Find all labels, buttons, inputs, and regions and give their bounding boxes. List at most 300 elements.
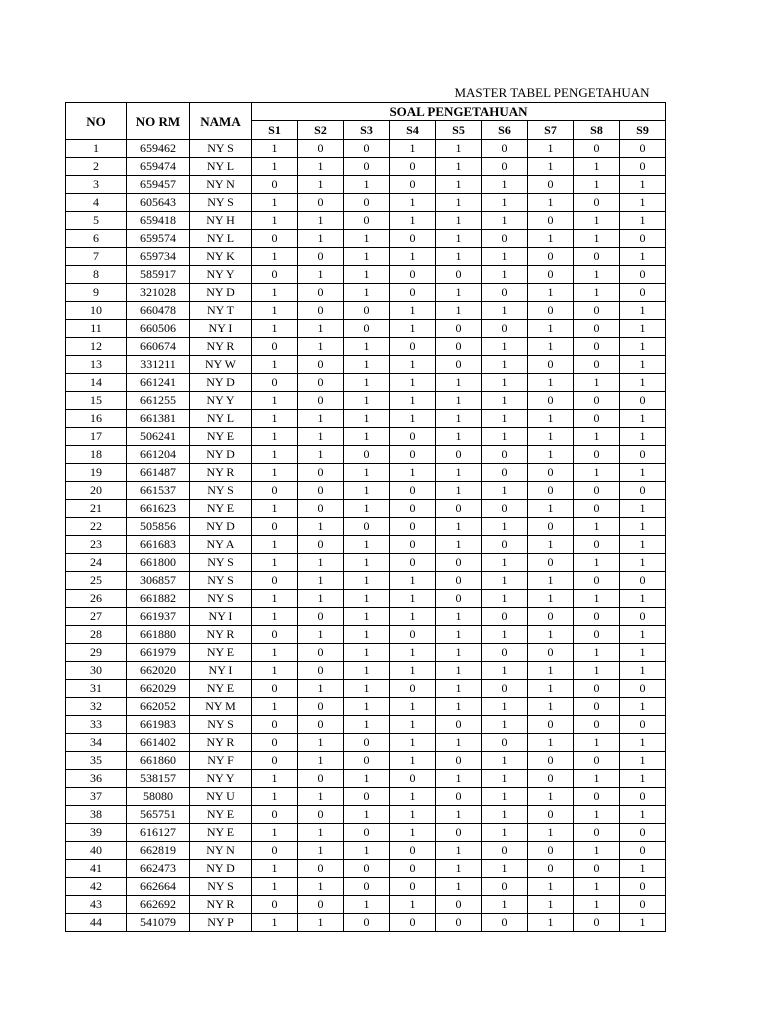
cell-score: 1 (390, 698, 436, 716)
table-row (66, 374, 666, 392)
cell-score: 0 (528, 248, 574, 266)
cell-no: 2 (66, 158, 127, 176)
cell-no-rm: 585917 (127, 266, 190, 284)
cell-score: 0 (436, 896, 482, 914)
cell-score: 1 (620, 194, 666, 212)
table-row (66, 518, 666, 536)
cell-score: 1 (298, 554, 344, 572)
cell-nama: NY S (190, 590, 252, 608)
cell-no-rm: 662664 (127, 878, 190, 896)
cell-score: 1 (252, 212, 298, 230)
cell-no-rm: 659574 (127, 230, 190, 248)
cell-score: 1 (436, 428, 482, 446)
cell-score: 0 (252, 374, 298, 392)
cell-nama: NY T (190, 302, 252, 320)
cell-score: 0 (436, 500, 482, 518)
cell-score: 0 (436, 446, 482, 464)
cell-score: 0 (620, 266, 666, 284)
cell-score: 1 (436, 140, 482, 158)
cell-score: 1 (528, 878, 574, 896)
cell-no-rm: 58080 (127, 788, 190, 806)
table-row (66, 608, 666, 626)
cell-no: 4 (66, 194, 127, 212)
cell-score: 1 (390, 806, 436, 824)
cell-score: 1 (574, 878, 620, 896)
cell-score: 1 (344, 410, 390, 428)
cell-score: 1 (528, 320, 574, 338)
cell-score: 0 (482, 284, 528, 302)
cell-score: 1 (344, 392, 390, 410)
cell-no-rm: 661979 (127, 644, 190, 662)
cell-score: 1 (390, 212, 436, 230)
cell-score: 0 (436, 752, 482, 770)
cell-no: 8 (66, 266, 127, 284)
cell-score: 1 (252, 446, 298, 464)
cell-score: 1 (574, 212, 620, 230)
cell-score: 0 (574, 824, 620, 842)
cell-score: 0 (528, 392, 574, 410)
table-row (66, 860, 666, 878)
cell-score: 1 (528, 140, 574, 158)
cell-score: 1 (528, 626, 574, 644)
header-question: S3 (344, 121, 390, 140)
cell-score: 1 (252, 356, 298, 374)
cell-score: 1 (344, 554, 390, 572)
cell-score: 0 (252, 734, 298, 752)
cell-score: 0 (390, 860, 436, 878)
cell-no: 34 (66, 734, 127, 752)
cell-score: 1 (620, 428, 666, 446)
cell-nama: NY L (190, 158, 252, 176)
cell-score: 1 (436, 158, 482, 176)
header-question: S2 (298, 121, 344, 140)
cell-no: 35 (66, 752, 127, 770)
cell-nama: NY P (190, 914, 252, 932)
cell-score: 0 (344, 518, 390, 536)
cell-score: 0 (620, 572, 666, 590)
cell-score: 1 (482, 410, 528, 428)
cell-score: 1 (390, 356, 436, 374)
cell-score: 0 (482, 158, 528, 176)
cell-score: 1 (436, 806, 482, 824)
cell-score: 1 (620, 662, 666, 680)
cell-nama: NY S (190, 716, 252, 734)
cell-score: 0 (574, 302, 620, 320)
cell-nama: NY I (190, 320, 252, 338)
cell-score: 1 (344, 806, 390, 824)
cell-no-rm: 661683 (127, 536, 190, 554)
table-row (66, 770, 666, 788)
cell-score: 1 (436, 662, 482, 680)
cell-score: 0 (574, 140, 620, 158)
cell-score: 0 (298, 500, 344, 518)
cell-score: 1 (620, 554, 666, 572)
cell-score: 1 (436, 644, 482, 662)
cell-score: 1 (390, 734, 436, 752)
cell-score: 0 (574, 698, 620, 716)
cell-nama: NY D (190, 284, 252, 302)
cell-no-rm: 541079 (127, 914, 190, 932)
cell-score: 1 (436, 230, 482, 248)
cell-nama: NY L (190, 230, 252, 248)
cell-nama: NY W (190, 356, 252, 374)
cell-score: 1 (344, 356, 390, 374)
cell-score: 0 (528, 770, 574, 788)
cell-score: 0 (298, 896, 344, 914)
table-title: MASTER TABEL PENGETAHUAN (454, 85, 650, 100)
cell-no-rm: 538157 (127, 770, 190, 788)
cell-score: 0 (482, 230, 528, 248)
cell-score: 1 (298, 734, 344, 752)
cell-score: 1 (436, 878, 482, 896)
cell-score: 1 (298, 788, 344, 806)
cell-nama: NY R (190, 896, 252, 914)
table-row (66, 392, 666, 410)
cell-score: 1 (482, 266, 528, 284)
cell-score: 1 (252, 770, 298, 788)
cell-score: 1 (436, 302, 482, 320)
cell-score: 1 (298, 518, 344, 536)
cell-score: 0 (344, 302, 390, 320)
cell-score: 1 (436, 842, 482, 860)
cell-score: 0 (390, 158, 436, 176)
cell-score: 1 (436, 680, 482, 698)
cell-no: 38 (66, 806, 127, 824)
cell-score: 1 (620, 770, 666, 788)
table-row (66, 194, 666, 212)
cell-score: 0 (482, 464, 528, 482)
cell-score: 1 (482, 212, 528, 230)
cell-score: 0 (436, 356, 482, 374)
cell-score: 0 (620, 482, 666, 500)
cell-score: 1 (390, 896, 436, 914)
cell-score: 0 (390, 554, 436, 572)
cell-score: 0 (390, 482, 436, 500)
cell-score: 1 (344, 662, 390, 680)
cell-nama: NY D (190, 860, 252, 878)
cell-score: 0 (528, 482, 574, 500)
cell-score: 1 (528, 572, 574, 590)
table-row (66, 662, 666, 680)
cell-score: 0 (482, 734, 528, 752)
header-question: S9 (620, 121, 666, 140)
cell-score: 0 (390, 518, 436, 536)
cell-score: 0 (344, 914, 390, 932)
cell-score: 0 (344, 752, 390, 770)
cell-score: 1 (482, 896, 528, 914)
cell-score: 0 (620, 392, 666, 410)
cell-score: 0 (252, 842, 298, 860)
cell-no-rm: 662692 (127, 896, 190, 914)
cell-no: 32 (66, 698, 127, 716)
cell-score: 1 (298, 176, 344, 194)
cell-score: 0 (482, 644, 528, 662)
cell-score: 1 (298, 158, 344, 176)
cell-score: 1 (528, 788, 574, 806)
cell-score: 0 (298, 284, 344, 302)
cell-no-rm: 661623 (127, 500, 190, 518)
cell-score: 1 (390, 590, 436, 608)
cell-score: 0 (574, 788, 620, 806)
cell-score: 1 (482, 374, 528, 392)
cell-score: 1 (528, 824, 574, 842)
table-row (66, 914, 666, 932)
cell-score: 0 (620, 140, 666, 158)
cell-score: 1 (528, 338, 574, 356)
cell-nama: NY M (190, 698, 252, 716)
cell-score: 1 (390, 140, 436, 158)
cell-score: 0 (252, 482, 298, 500)
cell-score: 1 (482, 590, 528, 608)
table-header (66, 103, 666, 140)
cell-no: 15 (66, 392, 127, 410)
cell-score: 0 (574, 608, 620, 626)
cell-score: 0 (482, 680, 528, 698)
cell-score: 1 (482, 752, 528, 770)
cell-no-rm: 659474 (127, 158, 190, 176)
cell-score: 0 (298, 644, 344, 662)
table-row (66, 410, 666, 428)
table-row (66, 428, 666, 446)
cell-nama: NY S (190, 554, 252, 572)
header-question: S5 (436, 121, 482, 140)
cell-score: 1 (298, 824, 344, 842)
cell-score: 1 (252, 140, 298, 158)
cell-score: 1 (620, 410, 666, 428)
table-row (66, 266, 666, 284)
cell-score: 0 (390, 266, 436, 284)
cell-score: 0 (390, 230, 436, 248)
cell-score: 1 (436, 482, 482, 500)
cell-score: 0 (298, 302, 344, 320)
cell-score: 1 (436, 536, 482, 554)
cell-nama: NY A (190, 536, 252, 554)
cell-no: 39 (66, 824, 127, 842)
cell-score: 1 (298, 338, 344, 356)
table-row (66, 338, 666, 356)
cell-no: 24 (66, 554, 127, 572)
cell-score: 0 (298, 464, 344, 482)
table-row (66, 680, 666, 698)
cell-score: 0 (620, 716, 666, 734)
cell-no: 44 (66, 914, 127, 932)
cell-score: 0 (528, 266, 574, 284)
cell-score: 0 (528, 176, 574, 194)
cell-nama: NY I (190, 608, 252, 626)
cell-score: 1 (252, 536, 298, 554)
cell-nama: NY L (190, 410, 252, 428)
cell-score: 1 (344, 608, 390, 626)
table-body (66, 140, 666, 932)
cell-score: 1 (574, 230, 620, 248)
cell-score: 0 (620, 680, 666, 698)
cell-score: 0 (298, 374, 344, 392)
cell-score: 0 (436, 788, 482, 806)
cell-score: 1 (436, 374, 482, 392)
cell-nama: NY E (190, 824, 252, 842)
cell-score: 0 (298, 806, 344, 824)
cell-nama: NY R (190, 734, 252, 752)
cell-no-rm: 331211 (127, 356, 190, 374)
cell-score: 0 (574, 500, 620, 518)
cell-score: 1 (344, 716, 390, 734)
cell-score: 1 (252, 194, 298, 212)
cell-score: 1 (252, 698, 298, 716)
cell-nama: NY D (190, 374, 252, 392)
cell-score: 0 (482, 878, 528, 896)
cell-score: 1 (252, 392, 298, 410)
cell-no: 3 (66, 176, 127, 194)
cell-score: 0 (620, 896, 666, 914)
cell-nama: NY F (190, 752, 252, 770)
cell-score: 0 (390, 680, 436, 698)
cell-score: 1 (620, 464, 666, 482)
cell-no: 9 (66, 284, 127, 302)
cell-score: 1 (436, 392, 482, 410)
cell-score: 0 (436, 554, 482, 572)
cell-score: 1 (528, 194, 574, 212)
cell-score: 0 (528, 356, 574, 374)
cell-score: 0 (390, 536, 436, 554)
cell-score: 1 (620, 320, 666, 338)
cell-score: 1 (436, 248, 482, 266)
cell-score: 1 (298, 914, 344, 932)
cell-score: 1 (252, 302, 298, 320)
cell-score: 0 (390, 284, 436, 302)
cell-score: 1 (482, 428, 528, 446)
cell-score: 1 (528, 662, 574, 680)
cell-no: 5 (66, 212, 127, 230)
cell-score: 1 (390, 752, 436, 770)
cell-score: 1 (574, 662, 620, 680)
cell-score: 1 (298, 590, 344, 608)
cell-no: 7 (66, 248, 127, 266)
table-row (66, 878, 666, 896)
cell-score: 0 (252, 572, 298, 590)
cell-score: 0 (252, 266, 298, 284)
cell-score: 1 (482, 716, 528, 734)
cell-score: 1 (252, 662, 298, 680)
cell-score: 0 (252, 716, 298, 734)
cell-no: 33 (66, 716, 127, 734)
cell-score: 1 (436, 770, 482, 788)
cell-no-rm: 321028 (127, 284, 190, 302)
table-row (66, 824, 666, 842)
cell-no-rm: 662020 (127, 662, 190, 680)
table-row (66, 140, 666, 158)
cell-score: 1 (252, 644, 298, 662)
table-row (66, 788, 666, 806)
cell-score: 1 (344, 482, 390, 500)
cell-score: 1 (528, 230, 574, 248)
cell-nama: NY N (190, 176, 252, 194)
cell-score: 0 (574, 410, 620, 428)
header-no: NO (66, 103, 127, 140)
cell-score: 0 (436, 590, 482, 608)
cell-score: 0 (574, 248, 620, 266)
header-question: S4 (390, 121, 436, 140)
cell-score: 1 (574, 176, 620, 194)
cell-no-rm: 662473 (127, 860, 190, 878)
cell-no: 1 (66, 140, 127, 158)
cell-score: 1 (298, 680, 344, 698)
cell-no-rm: 661402 (127, 734, 190, 752)
cell-score: 0 (344, 320, 390, 338)
cell-no-rm: 659462 (127, 140, 190, 158)
cell-score: 1 (482, 482, 528, 500)
cell-score: 1 (528, 734, 574, 752)
cell-no: 29 (66, 644, 127, 662)
cell-score: 1 (390, 788, 436, 806)
cell-score: 1 (620, 212, 666, 230)
cell-score: 0 (252, 806, 298, 824)
table-row (66, 842, 666, 860)
cell-score: 1 (482, 698, 528, 716)
cell-nama: NY I (190, 662, 252, 680)
cell-score: 0 (252, 176, 298, 194)
cell-score: 0 (574, 194, 620, 212)
cell-score: 0 (298, 356, 344, 374)
cell-score: 1 (436, 860, 482, 878)
cell-score: 1 (620, 248, 666, 266)
cell-score: 0 (298, 860, 344, 878)
cell-score: 1 (528, 896, 574, 914)
cell-no: 28 (66, 626, 127, 644)
cell-score: 0 (482, 914, 528, 932)
cell-no: 23 (66, 536, 127, 554)
cell-score: 1 (482, 860, 528, 878)
cell-no: 12 (66, 338, 127, 356)
cell-score: 0 (390, 878, 436, 896)
cell-no: 19 (66, 464, 127, 482)
cell-score: 0 (528, 464, 574, 482)
cell-score: 0 (482, 500, 528, 518)
cell-no-rm: 661937 (127, 608, 190, 626)
table-row (66, 698, 666, 716)
table-row (66, 482, 666, 500)
cell-nama: NY S (190, 482, 252, 500)
cell-score: 1 (390, 662, 436, 680)
cell-score: 1 (390, 248, 436, 266)
table-row (66, 500, 666, 518)
cell-score: 0 (574, 752, 620, 770)
cell-score: 1 (436, 284, 482, 302)
cell-score: 0 (574, 626, 620, 644)
cell-score: 0 (252, 752, 298, 770)
cell-score: 1 (252, 248, 298, 266)
cell-score: 1 (620, 698, 666, 716)
cell-score: 0 (574, 860, 620, 878)
cell-score: 0 (344, 878, 390, 896)
cell-score: 0 (574, 356, 620, 374)
cell-no: 25 (66, 572, 127, 590)
cell-score: 0 (574, 680, 620, 698)
cell-score: 1 (390, 824, 436, 842)
cell-score: 1 (436, 734, 482, 752)
cell-score: 0 (620, 788, 666, 806)
cell-no-rm: 660674 (127, 338, 190, 356)
cell-score: 1 (574, 806, 620, 824)
cell-score: 1 (574, 428, 620, 446)
cell-no: 41 (66, 860, 127, 878)
cell-score: 1 (620, 302, 666, 320)
cell-score: 1 (528, 536, 574, 554)
cell-nama: NY N (190, 842, 252, 860)
cell-score: 1 (344, 644, 390, 662)
cell-score: 0 (390, 338, 436, 356)
cell-score: 0 (436, 914, 482, 932)
cell-score: 0 (528, 752, 574, 770)
